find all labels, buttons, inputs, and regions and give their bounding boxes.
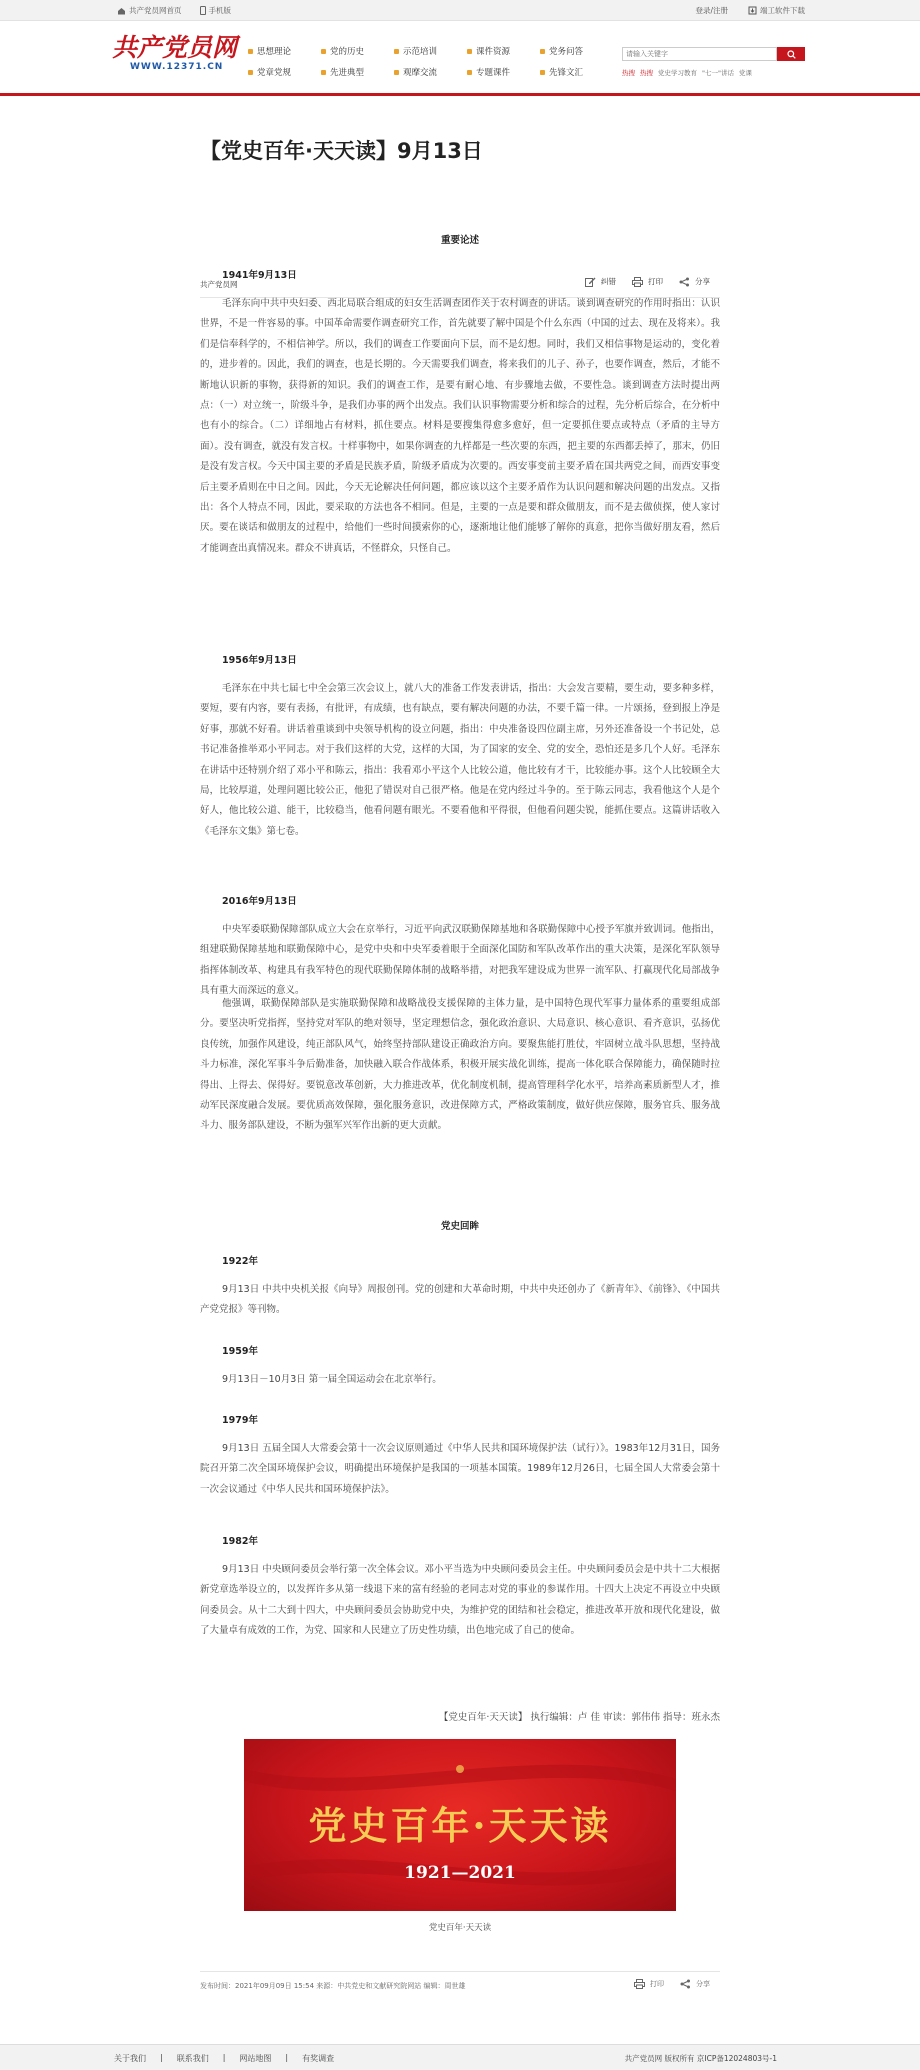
nav-item-topic[interactable] — [467, 66, 540, 78]
error-report-label: 纠错 — [601, 277, 616, 286]
nav-bullet-icon — [394, 49, 399, 54]
paragraph: 9月13日 五届全国人大常委会第十一次会议原则通过《中华人民共和国环境保护法（试行）》。1983年12月31日，国务院召开第二次全国环境保护会议，明确提出环境保护是我国的一项基本国策。1989年12月26日，七届全国人大常委会第十一次会议通过《中华人民共和国环境保护法》。 — [200, 1443, 720, 1495]
date-heading: 1979年 — [222, 1415, 258, 1426]
hot-label: 热搜 — [622, 69, 635, 77]
download-link[interactable] — [748, 5, 805, 16]
footer-link-survey[interactable]: 有奖调查 — [302, 2054, 335, 2063]
print-icon — [632, 277, 643, 287]
editor-credit: 【党史百年·天天读】 执行编辑：卢 佳 审读：郭伟伟 指导：班永杰 — [438, 1712, 720, 1723]
home-icon — [117, 7, 126, 15]
footer-links — [114, 2053, 334, 2064]
site-logo[interactable] — [112, 33, 238, 72]
error-report-button[interactable] — [585, 276, 616, 287]
nav-label: 党的历史 — [330, 47, 365, 57]
banner-image — [244, 1739, 676, 1911]
paragraph: 毛泽东向中共中央妇委、西北局联合组成的妇女生活调查团作关于农村调查的讲话。谈到调查研究的作用时指出：认识世界，不是一件容易的事。中国革命需要作调查研究工作，首先就要了解中国是个什么东西（中国的过去、现在及将来）。我们是信奉科学的，不相信神学。所以，我们的调查工作要面向下层，而不是幻想。同时，我们又相信事物是运动的，变化着的，进步着的。因此，我们的调查，也是长期的。今天需要我们调查，将来我们的儿子、孙子，也要作调查，然后，才能不断地认识新的事物，获得新的知识。我们的调查工作，是要有耐心地、有步骤地去做，不要性急。谈到调查方法时提出两点：（一）对立统一，阶级斗争，是我们办事的两个出发点。我们认识事物需要分析和综合的过程，先分析后综合，在分析中也有小的综合。（二）详细地占有材料，抓住要点。材料是要搜集得愈多愈好，但一定要抓住要点或特点（矛盾的主导方面）。没有调查，就没有发言权。十样事物中，如果你调查的九样都是一些次要的东西，把主要的东西都丢掉了，那末，仍旧是没有发言权。今天中国主要的矛盾是民族矛盾，阶级矛盾成为次要的。西安事变前主要矛盾在国共两党之间，而西安事变后主要矛盾则在中日之间。因此，今天无论解决任何问题，都应该以这个主要矛盾作为认识问题和解决问题的出发点。又指出：各个人特点不同，因此，要采取的方法也各不相同。但是，主要的一点是要和群众做朋友，而不是去做侦探，使人家讨厌。要在谈话和做朋友的过程中，给他们一些时间摸索你的心，逐渐地让他们能够了解你的真意，把你当做好朋友看，然后才能调查出真情况来。群众不讲真话，不怪群众，只怪自己。 — [200, 298, 720, 554]
date-heading: 1941年9月13日 — [222, 270, 297, 281]
section-heading: 党史回眸 — [440, 1221, 479, 1232]
print-button[interactable] — [634, 1979, 664, 1989]
bottom-tools — [634, 1979, 710, 1989]
article-source[interactable]: 共产党员网 — [200, 280, 238, 289]
download-link-label: 端工软件下载 — [760, 6, 805, 15]
home-link[interactable] — [117, 5, 182, 16]
page-title: 【党史百年·天天读】9月13日 — [200, 139, 483, 163]
main-nav — [248, 45, 613, 78]
print-label: 打印 — [648, 277, 663, 286]
nav-bullet-icon — [248, 49, 253, 54]
site-header — [0, 21, 920, 96]
nav-bullet-icon — [467, 70, 472, 75]
date-heading: 1959年 — [222, 1346, 258, 1357]
nav-bullet-icon — [540, 49, 545, 54]
date-heading: 1956年9月13日 — [222, 655, 297, 666]
footer-separator: | — [160, 2053, 163, 2062]
nav-label: 思想理论 — [257, 47, 292, 57]
hot-link[interactable]: "七一"讲话 — [702, 69, 734, 77]
section-heading: 重要论述 — [440, 235, 479, 246]
nav-bullet-icon — [467, 49, 472, 54]
image-caption: 党史百年·天天读 — [428, 1923, 492, 1933]
hot-search — [622, 68, 752, 77]
nav-item-training[interactable] — [394, 45, 467, 57]
search-icon — [787, 50, 796, 59]
publish-meta — [200, 1971, 720, 1997]
print-button[interactable] — [632, 276, 663, 287]
paragraph: 中央军委联勤保障部队成立大会在京举行，习近平向武汉联勤保障基地和各联勤保障中心授予军旗并致训词。他指出，组建联勤保障基地和联勤保障中心，是党中央和中央军委着眼于全面深化国防和军队改革作出的重大决策，是深化军队领导指挥体制改革、构建具有我军特色的现代联勤保障体制的战略举措，对把我军建设成为世界一流军队、打赢现代化局部战争具有重大而深远的意义。 — [200, 924, 720, 997]
hot-link[interactable]: 党史学习教育 — [658, 69, 697, 77]
hot-link[interactable]: 党课 — [738, 69, 752, 77]
nav-label: 专题课件 — [476, 68, 511, 78]
nav-item-models[interactable] — [321, 66, 394, 78]
publish-info: 发布时间：2021年09月09日 15:54 来源：中共党史和文献研究院网站 编辑：周世雄 — [200, 1982, 466, 1990]
paragraph: 9月13日 中央顾问委员会举行第一次全体会议。邓小平当选为中央顾问委员会主任。中央顾问委员会是中共十二大根据新党章选举设立的，以发挥许多从第一线退下来的富有经验的老同志对党的事业的参谋作用。十四大上决定不再设立中央顾问委员会。从十二大到十四大，中央顾问委员会协助党中央，为维护党的团结和社会稳定，推进改革开放和现代化建设，做了大量卓有成效的工作，为党、国家和人民建立了历史性功绩，出色地完成了自己的使命。 — [200, 1564, 720, 1637]
download-icon — [748, 6, 757, 15]
nav-bullet-icon — [248, 70, 253, 75]
banner-years: 1921—2021 — [404, 1863, 516, 1883]
hot-link[interactable]: 热搜 — [640, 69, 653, 77]
share-button[interactable] — [680, 1979, 710, 1989]
footer-link-about[interactable]: 关于我们 — [114, 2054, 146, 2063]
share-label: 分享 — [696, 1980, 710, 1988]
nav-label: 党章党规 — [257, 68, 292, 78]
nav-item-history[interactable] — [321, 45, 394, 57]
print-label: 打印 — [650, 1980, 664, 1988]
paragraph: 9月13日 中共中央机关报《向导》周报创刊。党的创建和大革命时期，中共中央还创办了《新青年》、《前锋》、《中国共产党党报》等刊物。 — [200, 1284, 720, 1316]
date-heading: 1922年 — [222, 1256, 258, 1267]
nav-item-theory[interactable] — [248, 45, 321, 57]
share-icon — [680, 1979, 691, 1989]
print-icon — [634, 1979, 645, 1989]
nav-label: 观摩交流 — [403, 68, 438, 78]
footer-separator: | — [222, 2053, 226, 2062]
paragraph: 他强调，联勤保障部队是实施联勤保障和战略战役支援保障的主体力量，是中国特色现代军事力量体系的重要组成部分。要坚决听党指挥，坚持党对军队的绝对领导，坚定理想信念，强化政治意识、大局意识、核心意识、看齐意识，弘扬优良传统，加强作风建设，纯正部队风气，始终坚持部队建设正确政治方向。要聚焦能打胜仗，牢固树立战斗队思想，坚持战斗力标准，深化军事斗争后勤准备，加快融入联合作战体系，积极开展实战化训练，提高一体化联合保障能力，确保随时拉得出、上得去、保得好。要锐意改革创新，大力推进改革，优化制度机制，提高管理科学化水平，培养高素质新型人才，推动军民深度融合发展。要优质高效保障，强化服务意识，改进保障方式，严格政策制度，做好供应保障，服务官兵、服务战斗力、服务部队建设，不断为强军兴军作出新的更大贡献。 — [200, 998, 720, 1132]
footer-link-contact[interactable]: 联系我们 — [176, 2054, 209, 2063]
footer-separator: | — [285, 2053, 289, 2062]
top-bar — [0, 0, 920, 21]
edit-icon — [585, 277, 596, 287]
nav-item-literature[interactable] — [540, 66, 613, 78]
mobile-icon — [200, 6, 206, 15]
nav-item-qa[interactable] — [540, 45, 613, 57]
nav-label: 先锋文汇 — [549, 68, 584, 78]
site-footer — [0, 2044, 920, 2070]
banner-title: 党史百年·天天读 — [308, 1803, 612, 1848]
nav-label: 示范培训 — [403, 47, 438, 57]
search-input[interactable] — [622, 47, 777, 61]
nav-item-exchange[interactable] — [394, 66, 467, 78]
share-icon — [679, 277, 690, 287]
share-button[interactable] — [679, 276, 710, 287]
nav-bullet-icon — [321, 70, 326, 75]
search-button[interactable] — [777, 47, 805, 61]
search-box — [622, 47, 805, 61]
nav-item-rules[interactable] — [248, 66, 321, 78]
footer-copyright: 共产党员网 版权所有 京ICP备12024803号-1 — [624, 2054, 777, 2063]
nav-bullet-icon — [540, 70, 545, 75]
footer-link-sitemap[interactable]: 网站地图 — [239, 2054, 272, 2063]
paragraph: 毛泽东在中共七届七中全会第三次会议上，就八大的准备工作发表讲话，指出：大会发言要精，要生动，要多种多样，要短，要有内容，要有表扬，有批评，有成绩，也有缺点，要有解决问题的办法，不要千篇一律。一片颂扬，登到报上净是好事，那就不好看。讲话着重谈到中央领导机构的设立问题，指出：中央准备设四位副主席，另外还准备设一个书记处，总书记准备推举邓小平同志。对于我们这样的大党，这样的大国，为了国家的安全、党的安全，恐怕还是多几个人好。毛泽东在讲话中还特别介绍了邓小平和陈云，指出：我看邓小平这个人比较公道，他比较有才干，比较能办事。这个人比较顾全大局，比较厚道，处理问题比较公正，他犯了错误对自己很严格。他是在党内经过斗争的。至于陈云同志，我看他这个人是个好人，他比较公道、能干，比较稳当，他看问题有眼光。不要看他和平得很，但他看问题尖锐，能抓住要点。这篇讲话收入《毛泽东文集》第七卷。 — [200, 683, 720, 837]
login-link[interactable]: 登录/注册 — [695, 6, 728, 15]
mobile-link[interactable] — [200, 5, 232, 16]
paragraph: 9月13日－10月3日 第一届全国运动会在北京举行。 — [222, 1374, 442, 1385]
nav-item-courseware[interactable] — [467, 45, 540, 57]
date-heading: 2016年9月13日 — [222, 896, 297, 907]
logo-url: WWW.12371.CN — [130, 62, 224, 72]
article-tools — [585, 276, 710, 287]
mobile-link-label: 手机版 — [208, 6, 231, 15]
date-heading: 1982年 — [222, 1536, 258, 1547]
nav-label: 先进典型 — [330, 68, 365, 78]
nav-bullet-icon — [394, 70, 399, 75]
logo-text: 共产党员网 — [112, 33, 238, 62]
home-link-label: 共产党员网首页 — [129, 6, 182, 15]
nav-bullet-icon — [321, 49, 326, 54]
nav-label: 党务问答 — [549, 47, 584, 57]
share-label: 分享 — [695, 277, 710, 286]
nav-label: 课件资源 — [476, 47, 511, 57]
